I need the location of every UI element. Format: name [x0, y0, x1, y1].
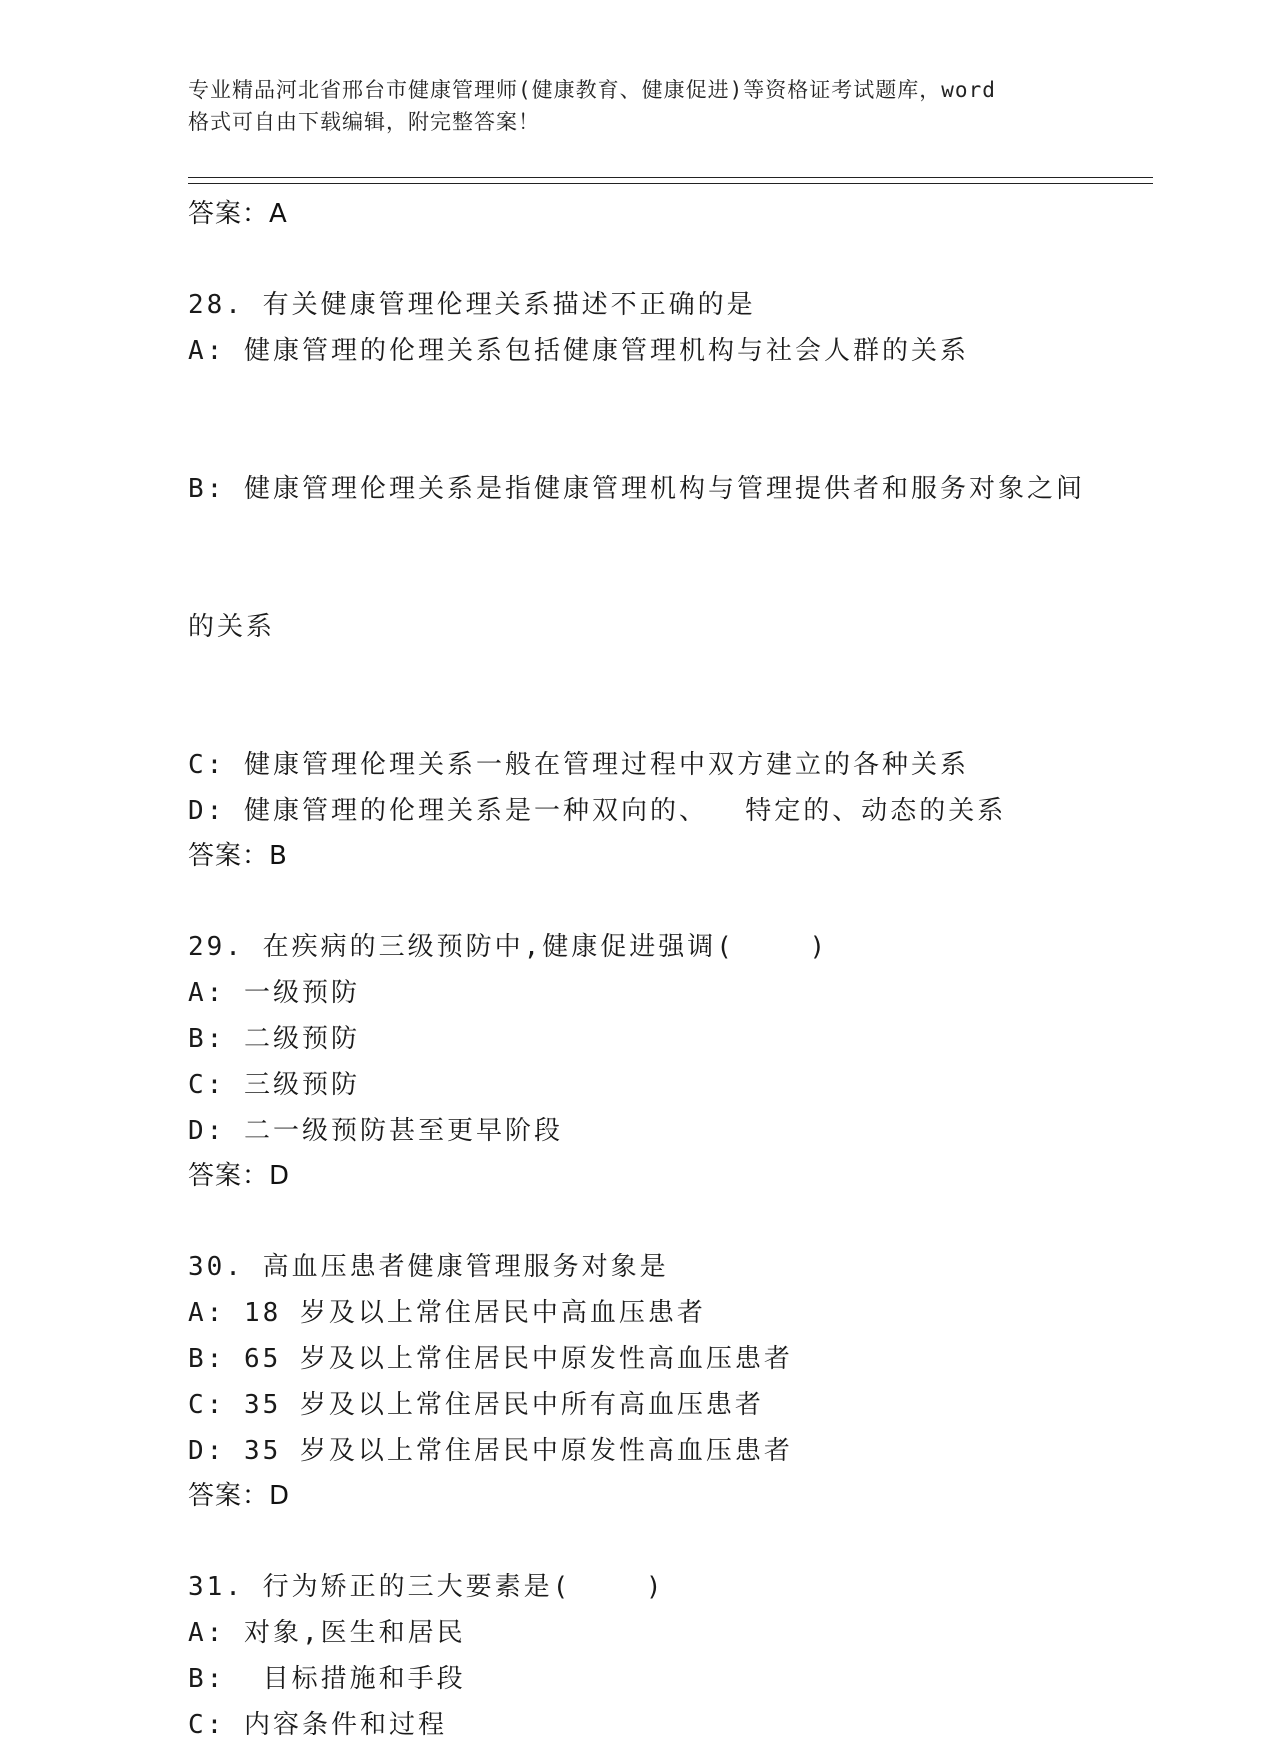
- header-line-1: 专业精品河北省邢台市健康管理师(健康教育、健康促进)等资格证考试题库，word: [188, 78, 996, 102]
- header-line-2: 格式可自由下载编辑，附完整答案！: [188, 110, 540, 134]
- option-c: C: 35 岁及以上常住居民中所有高血压患者: [188, 1390, 764, 1420]
- option-b-line-2: 的关系: [188, 612, 276, 642]
- question-29: [188, 924, 1148, 1198]
- option-b: B: 目标措施和手段: [188, 1664, 466, 1694]
- header-divider-top: [188, 177, 1153, 178]
- header-divider-bottom: [188, 183, 1153, 184]
- question-stem: 31. 行为矫正的三大要素是( ): [188, 1572, 665, 1602]
- option-b: B: 65 岁及以上常住居民中原发性高血压患者: [188, 1344, 793, 1374]
- option-a: A: 对象,医生和居民: [188, 1618, 466, 1648]
- question-list: [188, 192, 1148, 1748]
- question-28: [188, 282, 1148, 878]
- option-d: D: 健康管理的伦理关系是一种双向的、 特定的、动态的关系: [188, 796, 1007, 826]
- document-header: [188, 74, 1088, 138]
- previous-answer: 答案：A: [188, 199, 288, 229]
- option-b-line-1: B: 健康管理伦理关系是指健康管理机构与管理提供者和服务对象之间: [188, 474, 1085, 504]
- option-a: A: 一级预防: [188, 978, 360, 1008]
- option-a: A: 18 岁及以上常住居民中高血压患者: [188, 1298, 706, 1328]
- question-stem: 30. 高血压患者健康管理服务对象是: [188, 1252, 669, 1282]
- option-c: C: 内容条件和过程: [188, 1710, 447, 1740]
- question-stem: 29. 在疾病的三级预防中,健康促进强调( ): [188, 932, 829, 962]
- question-30: [188, 1244, 1148, 1518]
- option-c: C: 健康管理伦理关系一般在管理过程中双方建立的各种关系: [188, 750, 969, 780]
- option-b: [188, 374, 1148, 742]
- option-c: C: 三级预防: [188, 1070, 360, 1100]
- option-d: D: 35 岁及以上常住居民中原发性高血压患者: [188, 1436, 793, 1466]
- answer: 答案：D: [188, 1161, 291, 1191]
- answer: 答案：D: [188, 1481, 291, 1511]
- option-b: B: 二级预防: [188, 1024, 360, 1054]
- option-d: D: 二一级预防甚至更早阶段: [188, 1116, 563, 1146]
- question-stem: 28. 有关健康管理伦理关系描述不正确的是: [188, 290, 756, 320]
- answer: 答案：B: [188, 841, 288, 871]
- question-31: [188, 1564, 1148, 1748]
- option-a: A: 健康管理的伦理关系包括健康管理机构与社会人群的关系: [188, 336, 969, 366]
